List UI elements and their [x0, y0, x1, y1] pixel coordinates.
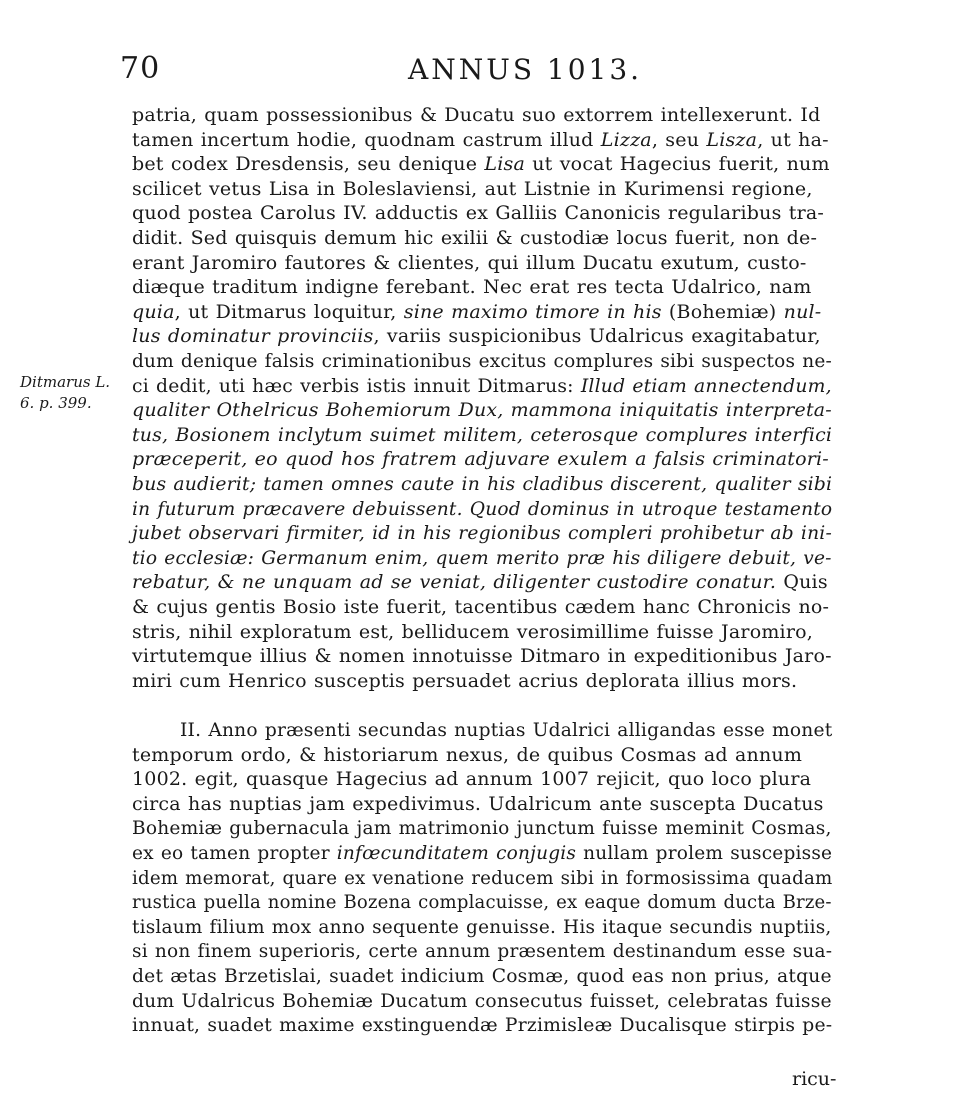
- text-line: [132, 596, 829, 618]
- roman-text: scilicet vetus Lisa in Boleslaviensi, aut Listnie in Kurimensi regione,: [132, 177, 813, 200]
- roman-text: innuat, suadet maxime exstinguendæ Przimisleæ Ducalisque stirpis pe-: [132, 1014, 833, 1037]
- roman-text: tislaum filium mox anno sequente genuisse. His itaque secundis nuptiis,: [132, 915, 832, 938]
- text-line: [132, 768, 811, 790]
- text-line: [132, 1014, 832, 1036]
- text-line: [132, 867, 832, 889]
- text-line: [132, 842, 832, 864]
- catchword: ricu-: [792, 1068, 837, 1090]
- roman-text: miri cum Henrico susceptis persuadet acrius deplorata illius mors.: [132, 669, 798, 692]
- roman-text: dum denique falsis criminationibus excitus complures sibi suspectos ne-: [132, 350, 832, 372]
- italic-text: tus, Bosionem inclytum suimet militem, ceterosque complures interfici: [132, 423, 833, 446]
- text-line: [132, 547, 832, 569]
- roman-text: stris, nihil exploratum est, belliducem verosimillime fuisse Jaromiro,: [132, 620, 813, 643]
- roman-text: didit. Sed quisquis demum hic exilii & custodiæ locus fuerit, non de-: [132, 227, 818, 249]
- text-line: [132, 424, 832, 446]
- roman-text: & cujus gentis Bosio iste fuerit, tacentibus cædem hanc Chronicis no-: [132, 596, 830, 618]
- text-line: [132, 448, 829, 470]
- roman-text: virtutemque illius & nomen innotuisse Ditmaro in expeditionibus Jaro-: [132, 645, 832, 668]
- roman-text: idem memorat, quare ex venatione reducem sibi in formosissima quadam: [132, 866, 833, 889]
- running-head: ANNUS 1013.: [408, 53, 643, 86]
- italic-text: infœcunditatem conjugis: [336, 842, 577, 864]
- text-line: [132, 916, 831, 938]
- text-line: [132, 350, 832, 372]
- roman-text: circa has nuptias jam expedivimus. Udalricum ante suscepta Ducatus: [132, 792, 824, 815]
- italic-text: rebatur, & ne unquam ad se veniat, diligenter custodire conatur.: [132, 571, 777, 594]
- roman-text: nullam prolem suscepisse: [576, 842, 833, 864]
- text-line: [132, 621, 813, 643]
- italic-text: in futurum præcavere debuissent.: [132, 497, 463, 520]
- roman-text: diæque traditum indigne ferebant. Nec erat res tecta Udalrico, nam: [132, 276, 812, 299]
- italic-text: quia: [132, 300, 175, 323]
- margin-note-line: Ditmarus L.: [20, 373, 111, 391]
- roman-text: si non finem superioris, certe annum præsentem destinandum esse sua-: [132, 940, 833, 963]
- text-line: [132, 227, 817, 249]
- italic-text: Lizza: [600, 128, 652, 151]
- roman-text: II. Anno præsenti secundas nuptias Udalrici alligandas esse monet: [180, 719, 833, 741]
- text-line: [132, 301, 821, 323]
- italic-text: bus audierit; tamen omnes caute in his cladibus discerent, qualiter sibi: [132, 473, 833, 495]
- italic-text: sine maximo timore in his: [403, 300, 662, 323]
- roman-text: tamen incertum hodie, quodnam castrum illud: [132, 128, 601, 151]
- roman-text: rustica puella nomine Bozena complacuisse, ex eaque domum ducta Brze-: [132, 891, 832, 914]
- margin-note-line: 6. p. 399.: [20, 394, 92, 412]
- roman-text: , ut Ditmarus loquitur,: [174, 300, 404, 323]
- roman-text: ut vocat Hagecius fuerit, num: [525, 153, 830, 176]
- roman-text: ex eo tamen propter: [132, 842, 337, 864]
- roman-text: (Bohemiæ): [661, 300, 784, 323]
- roman-text: quod postea Carolus IV. adductis ex Galliis Canonicis regularibus tra-: [132, 202, 825, 225]
- text-line: [180, 719, 832, 741]
- text-line: [132, 153, 830, 175]
- text-line: [132, 178, 813, 200]
- italic-text: tio ecclesiæ: Germanum enim, quem merito præ his diligere debuit, ve-: [132, 546, 832, 569]
- text-line: [132, 670, 797, 692]
- italic-text: præceperit, eo quod hos fratrem adjuvare exulem a falsis criminatori-: [132, 448, 829, 471]
- text-line: [132, 375, 832, 397]
- roman-text: bet codex Dresdensis, seu denique: [132, 153, 485, 176]
- italic-text: lus dominatur provinciis: [132, 325, 374, 348]
- text-line: [132, 473, 832, 495]
- roman-text: 1002. egit, quasque Hagecius ad annum 1007 rejicit, quo loco plura: [132, 768, 812, 791]
- page-number: 70: [120, 51, 161, 86]
- roman-text: Bohemiæ gubernacula jam matrimonio junctum fuisse meminit Cosmas,: [132, 817, 832, 840]
- text-line: [132, 891, 832, 913]
- roman-text: patria, quam possessionibus & Ducatu suo extorrem intellexerunt. Id: [132, 104, 821, 126]
- text-line: [132, 990, 832, 1012]
- roman-text: dum Udalricus Bohemiæ Ducatum consecutus fuisset, celebratas fuisse: [132, 989, 832, 1012]
- text-line: [132, 645, 832, 667]
- italic-text: jubet observari firmiter, id in his regionibus compleri prohibetur ab ini-: [132, 522, 832, 545]
- text-line: [132, 522, 832, 544]
- roman-text: det ætas Brzetislai, suadet indicium Cosmæ, quod eas non prius, atque: [132, 965, 832, 987]
- text-line: [132, 276, 811, 298]
- text-line: [132, 104, 821, 126]
- text-line: [132, 252, 807, 274]
- text-line: [132, 940, 832, 962]
- italic-text: Lisza: [706, 128, 758, 151]
- roman-text: , variis suspicionibus Udalricus exagitabatur,: [373, 325, 821, 348]
- roman-text: Quis: [776, 571, 828, 594]
- roman-text: temporum ordo, & historiarum nexus, de quibus Cosmas ad annum: [132, 743, 803, 766]
- italic-text: nul-: [783, 300, 822, 323]
- text-line: [132, 965, 832, 987]
- italic-text: Lisa: [484, 153, 525, 176]
- roman-text: ci dedit, uti hæc verbis istis innuit Ditmarus:: [132, 374, 581, 397]
- text-line: [132, 129, 829, 151]
- roman-text: erant Jaromiro fautores & clientes, qui illum Ducatu exutum, custo-: [132, 251, 807, 274]
- text-line: [132, 571, 828, 593]
- italic-text: qualiter Othelricus Bohemiorum Dux, mammona iniquitatis interpreta-: [132, 399, 832, 422]
- margin-note-citation: [20, 372, 110, 414]
- italic-text: Illud etiam annectendum,: [580, 374, 832, 397]
- text-line: [132, 399, 832, 421]
- text-line: [132, 498, 832, 520]
- text-line: [132, 202, 824, 224]
- italic-text: Quod dominus in utroque testamento: [462, 497, 833, 520]
- roman-text: , seu: [651, 128, 707, 151]
- text-line: [132, 744, 802, 766]
- text-line: [132, 817, 832, 839]
- roman-text: , ut ha-: [757, 128, 829, 151]
- text-line: [132, 793, 824, 815]
- text-line: [132, 325, 821, 347]
